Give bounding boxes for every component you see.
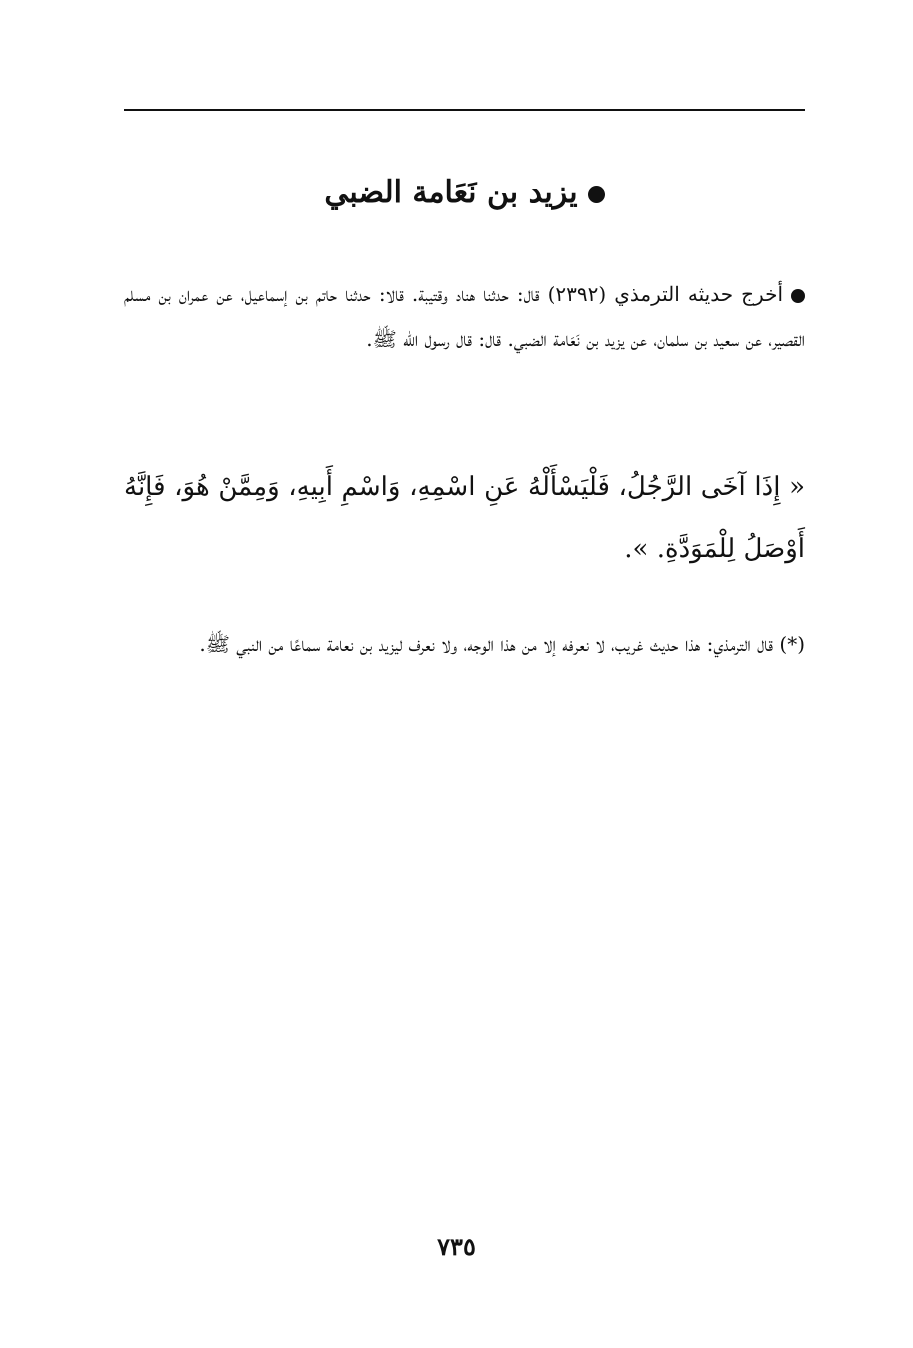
narration-paragraph (124, 272, 805, 362)
bullet-icon (588, 186, 605, 203)
header-rule (124, 109, 805, 111)
section-heading (124, 168, 805, 218)
hadith-text: « إِذَا آخَى الرَّجُلُ، فَلْيَسْأَلْهُ عَنِ اسْمِهِ، وَاسْمِ أَبِيهِ، وَمِمَّنْ هُوَ، فَإِنَّهُ أَوْصَلُ لِلْمَوَدَّةِ. ». (124, 472, 805, 564)
heading-text: يزيد بن نَعَامة الضبي (324, 175, 578, 210)
footnote-paragraph: (*) قال الترمذي: هذا حديث غريب، لا نعرفه إلا من هذا الوجه، ولا نعرف ليزيد بن نعامة سماعًا من النبي ﷺ. (199, 632, 805, 656)
bullet-icon (791, 289, 805, 303)
narration-text: أخرج حديثه الترمذي (٢٣٩٢) قال: حدثنا هناد وقتيبة. قالا: حدثنا حاتم بن إسماعيل، عن عمران بن مسلم القصير، عن سعيد بن سلمان، عن يزيد بن نَعَامة الضبي. قال: قال رسول الله ﷺ. (124, 282, 805, 351)
page-number: ٧٣٥ (437, 1232, 476, 1261)
